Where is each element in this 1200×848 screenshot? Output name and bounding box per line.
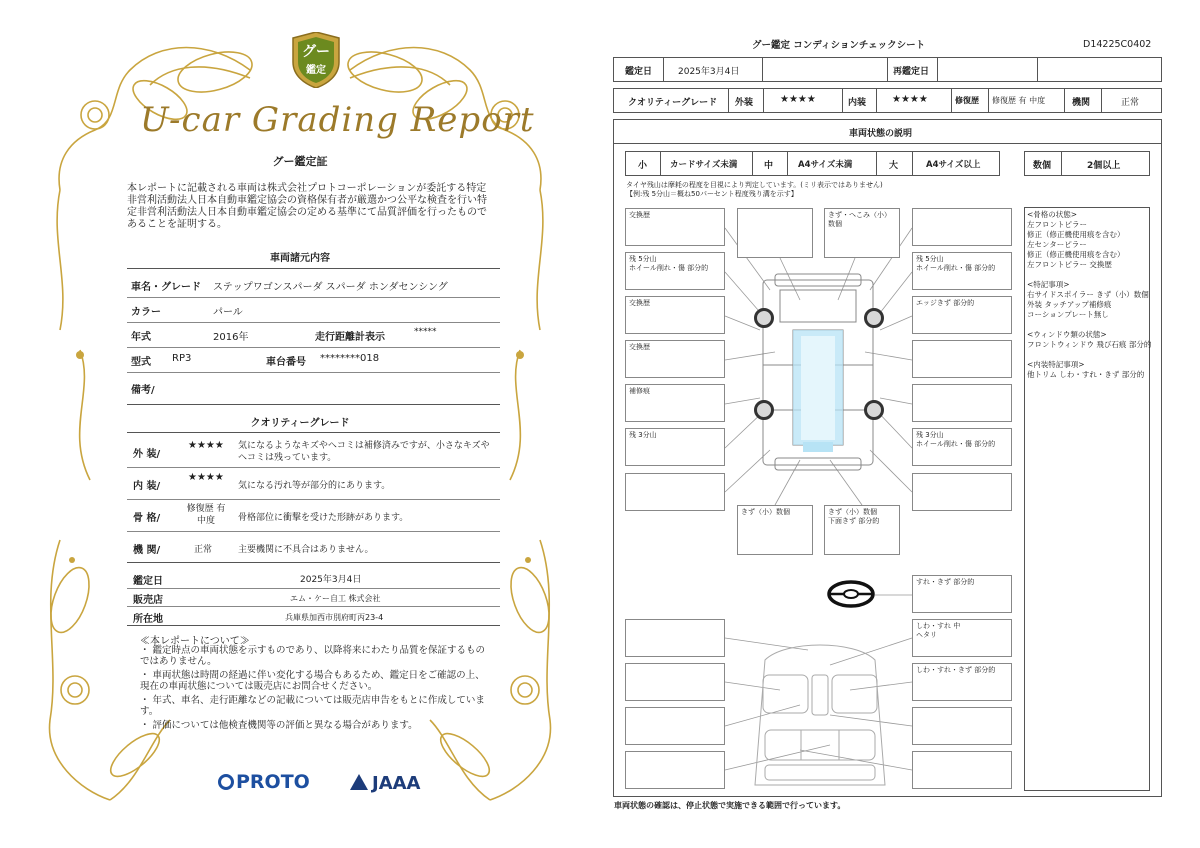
sheet-code: D14225C0402: [1083, 39, 1152, 50]
desc-line: 左フロントピラー: [1027, 220, 1087, 229]
ext-note-left-2: 残 5分山 ホイール削れ・傷 部分的: [625, 252, 725, 290]
tire-front-right-icon: [864, 308, 884, 328]
frame-text: 骨格部位に衝撃を受けた形跡があります。: [238, 513, 409, 523]
inspection-date-value: 2025年3月4日: [300, 575, 362, 585]
engine-text: 主要機関に不具合はありません。: [238, 545, 374, 555]
engine-grade-value: 正常: [1121, 98, 1140, 108]
ext-note-right-6: 残 3分山 ホイール削れ・傷 部分的: [912, 428, 1012, 466]
ext-note-left-5: 補修痕: [625, 384, 725, 422]
interior-diagram: [745, 635, 895, 795]
desc-line: <ウィンドウ類の状態>: [1027, 330, 1107, 339]
description-text: [1027, 210, 1152, 380]
redate-label: 再鑑定日: [893, 67, 930, 77]
interior-stars: ★★★★: [188, 472, 224, 483]
ext-note-right-4: [912, 340, 1012, 378]
int-note-right-2: しわ・すれ・きず 部分的: [912, 663, 1012, 701]
tire-rear-right-icon: [864, 400, 884, 420]
desc-line: [1027, 270, 1152, 280]
exterior-stars: ★★★★: [188, 440, 224, 451]
date-label: 鑑定日: [625, 67, 653, 77]
model-code-value: RP3: [172, 353, 192, 364]
desc-line: <内装特記事項>: [1027, 360, 1085, 369]
size-large-desc: A4サイズ以上: [926, 160, 981, 170]
desc-line: <特記事項>: [1027, 280, 1070, 289]
count-desc: 2個以上: [1087, 161, 1121, 171]
desc-line: 左フロントピラー 交換歴: [1027, 260, 1112, 269]
mileage-label: 走行距離計表示: [315, 332, 385, 343]
certificate-title: グー鑑定証: [272, 155, 328, 168]
badge-bottom-text: 鑑定: [306, 65, 326, 76]
count-label: 数個: [1033, 161, 1052, 171]
desc-line: 左センターピラー: [1027, 240, 1087, 249]
note-item: ・ 評価については他検査機関等の評価と異なる場合があります。: [140, 720, 418, 731]
sheet-title: グー鑑定 コンディションチェックシート: [752, 40, 926, 51]
interior-text: 気になる汚れ等が部分的にあります。: [238, 481, 391, 491]
engine-grade: 正常: [194, 545, 213, 555]
interior-label: 内 装/: [133, 481, 161, 492]
repair-history-value: 修復歴 有 中度: [992, 96, 1046, 105]
desc-line: コーションプレート無し: [1027, 310, 1109, 319]
size-small-label: 小: [638, 161, 648, 171]
exterior-grade-value: ★★★★: [780, 94, 816, 105]
exterior-label: 外 装/: [133, 449, 161, 460]
ext-note-left-4: 交換歴: [625, 340, 725, 378]
dealer-label: 販売店: [133, 595, 163, 606]
desc-line: [1027, 350, 1152, 360]
tire-note-example: 【例:残 5分山＝概ね50パーセント程度残り溝を示す】: [626, 190, 798, 198]
badge-top-text: グー: [302, 44, 330, 60]
ext-note-left-3: 交換歴: [625, 296, 725, 334]
desc-line: 修正（修正機使用痕を含む）: [1027, 250, 1125, 259]
script-title: U-car Grading Report: [140, 100, 535, 140]
desc-line: 右サイドスポイラー きず（小）数個: [1027, 290, 1149, 299]
note-item: ・ 年式、車名、走行距離などの記載については販売店申告をもとに作成しています。: [140, 695, 485, 717]
year-value: 2016年: [213, 332, 249, 343]
car-name-value: ステップワゴンスパーダ スパーダ ホンダセンシング: [213, 282, 448, 293]
int-note-right-4: [912, 751, 1012, 789]
note-item: ・ 鑑定時点の車両状態を示すものであり、以降将来にわたり品質を保証するものではありません。: [140, 645, 486, 667]
notes-title: ≪本レポートについて≫: [140, 636, 250, 647]
tire-note: タイヤ残山は摩耗の程度を目視により判定しています。(ミリ表示ではありません): [626, 181, 883, 189]
ext-note-right-7: [912, 473, 1012, 511]
ext-note-right-2: 残 5分山 ホイール削れ・傷 部分的: [912, 252, 1012, 290]
ext-note-left-7: [625, 473, 725, 511]
color-label: カラー: [131, 307, 161, 318]
chassis-number-value: ********018: [320, 353, 380, 364]
chassis-number-label: 車台番号: [266, 357, 306, 368]
ext-note-left-1: 交換歴: [625, 208, 725, 246]
tire-front-left-icon: [754, 308, 774, 328]
size-mid-label: 中: [764, 161, 774, 171]
address-label: 所在地: [133, 614, 163, 625]
tire-rear-left-icon: [754, 400, 774, 420]
ext-note-right-3: エッジきず 部分的: [912, 296, 1012, 334]
exterior-text: 気になるようなキズやヘコミは補修済みですが、小さなキズやヘコミは残っています。: [238, 441, 490, 463]
size-small-desc: カードサイズ未満: [670, 160, 738, 170]
repair-history-label: 修復歴: [955, 96, 979, 105]
ext-note-left-6: 残 3分山: [625, 428, 725, 466]
frame-label: 骨 格/: [133, 513, 161, 524]
color-value: パール: [213, 307, 243, 318]
model-code-label: 型式: [131, 357, 151, 368]
exterior-diagram: [755, 270, 885, 475]
section-title: 車両状態の説明: [849, 129, 913, 139]
int-note-left-2: [625, 663, 725, 701]
frame-grade: 修復歴 有 中度: [186, 504, 226, 526]
interior-grade-label: 内装: [848, 98, 867, 108]
ext-note-bottom-1: きず（小）数個: [737, 505, 813, 555]
engine-label: 機 関/: [133, 545, 161, 556]
ext-note-right-5: [912, 384, 1012, 422]
ext-note-top-2: きず・へこみ（小）数個: [824, 208, 900, 258]
proto-logo-text: PROTO: [236, 771, 310, 793]
size-mid-desc: A4サイズ未満: [798, 160, 853, 170]
int-note-right-1: しわ・すれ 中 ヘタリ: [912, 619, 1012, 657]
address-value: 兵庫県加西市別府町丙23-4: [285, 613, 384, 622]
remarks-label: 備考/: [131, 385, 155, 396]
ext-note-bottom-2: きず（小）数個 下面きず 部分的: [824, 505, 900, 555]
dealer-value: エム・ケー自工 株式会社: [290, 594, 381, 603]
certificate-body: 本レポートに記載される車両は株式会社プロトコーポレーションが委託する特定非営利活動法人日本自動車鑑定協会の資格保有者が厳選かつ公平な検査を行い特定非営利活動法人日本自動車鑑定協会の定める基準にて品質評価を行ったものであることを証明する。: [127, 183, 487, 230]
quality-grade-title: クオリティーグレード: [250, 418, 350, 429]
ext-note-top-1: [737, 208, 813, 258]
ext-note-right-1: [912, 208, 1012, 246]
mileage-value: *****: [414, 327, 437, 337]
desc-line: 外装 タッチアップ補修痕: [1027, 300, 1112, 309]
int-note-left-1: [625, 619, 725, 657]
engine-grade-label: 機関: [1072, 98, 1091, 108]
int-note-steering: すれ・きず 部分的: [912, 575, 1012, 613]
car-name-label: 車名・グレード: [131, 282, 201, 293]
int-note-left-3: [625, 707, 725, 745]
sheet-footer: 車両状態の確認は、停止状態で実施できる範囲で行っています。: [614, 801, 846, 810]
spec-section-title: 車両諸元内容: [270, 253, 330, 264]
jaaa-logo-text: JAAA: [372, 773, 421, 794]
int-note-left-4: [625, 751, 725, 789]
quality-grade-label: クオリティーグレード: [628, 98, 718, 108]
desc-line: 修正（修正機使用痕を含む）: [1027, 230, 1125, 239]
note-item: ・ 車両状態は時間の経過に伴い変化する場合もあるため、鑑定日をご確認の上、現在の車両状態については販売店にお問合せください。: [140, 670, 485, 692]
int-note-right-3: [912, 707, 1012, 745]
steering-wheel-icon: [826, 579, 876, 609]
inspection-date-label: 鑑定日: [133, 576, 163, 587]
desc-line: [1027, 320, 1152, 330]
date-value: 2025年3月4日: [678, 67, 740, 77]
interior-grade-value: ★★★★: [892, 94, 928, 105]
exterior-grade-label: 外装: [735, 98, 754, 108]
desc-line: フロントウィンドウ 飛び石痕 部分的: [1027, 340, 1152, 349]
desc-line: 他トリム しわ・すれ・きず 部分的: [1027, 370, 1145, 379]
size-large-label: 大: [889, 161, 899, 171]
year-label: 年式: [131, 332, 151, 343]
desc-line: <骨格の状態>: [1027, 210, 1078, 219]
